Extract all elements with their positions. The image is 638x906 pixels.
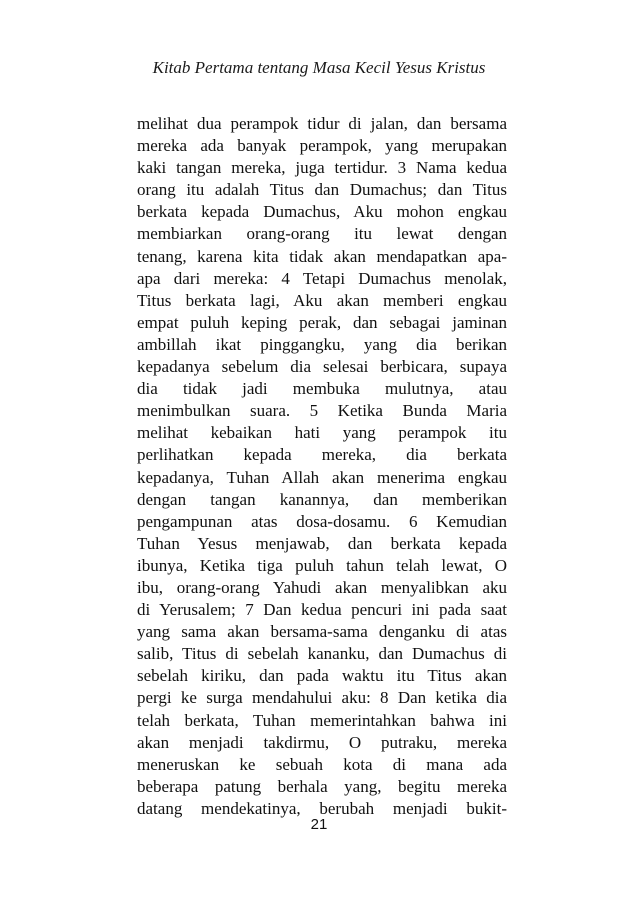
text-line: melihat dua perampok tidur di jalan, dan bersama [137, 114, 507, 133]
text-line: beberapa patung berhala yang, begitu mereka [137, 776, 507, 796]
text-line: dengan tangan kanannya, dan memberikan [137, 489, 507, 509]
text-line: dia tidak jadi membuka mulutnya, atau [137, 379, 507, 399]
text-line: Titus berkata lagi, Aku akan memberi engkau [137, 290, 507, 310]
text-line: salib, Titus di sebelah kananku, dan Dumachus di [137, 644, 507, 664]
text-line: kepadanya sebelum dia selesai berbicara, supaya [137, 357, 507, 377]
text-line: akan menjadi takdirmu, O putraku, mereka [137, 732, 507, 752]
text-line: melihat kebaikan hati yang perampok itu [137, 423, 507, 443]
text-line: telah berkata, Tuhan memerintahkan bahwa ini [137, 710, 507, 730]
text-line: Tuhan Yesus menjawab, dan berkata kepada [137, 533, 507, 553]
text-line: membiarkan orang-orang itu lewat dengan [137, 224, 507, 244]
text-line: perlihatkan kepada mereka, dia berkata [137, 445, 507, 465]
text-line: mereka ada banyak perampok, yang merupakan [137, 136, 507, 156]
running-header: Kitab Pertama tentang Masa Kecil Yesus Kristus [152, 58, 486, 77]
text-line: di Yerusalem; 7 Dan kedua pencuri ini pada saat [137, 600, 507, 620]
text-line: tenang, karena kita tidak akan mendapatkan apa- [137, 246, 507, 266]
text-line: ambillah ikat pinggangku, yang dia berikan [137, 334, 507, 354]
text-line: pergi ke surga mendahului aku: 8 Dan ketika dia [137, 688, 507, 708]
text-line: berkata kepada Dumachus, Aku mohon engkau [137, 202, 507, 222]
text-line: meneruskan ke sebuah kota di mana ada [137, 754, 507, 774]
text-line: yang sama akan bersama-sama denganku di atas [137, 622, 507, 642]
page-number: 21 [310, 816, 328, 833]
text-line: kepadanya, Tuhan Allah akan menerima engkau [137, 467, 507, 487]
body-text [137, 113, 507, 820]
text-line: ibunya, Ketika tiga puluh tahun telah lewat, O [137, 555, 507, 575]
text-line: pengampunan atas dosa-dosamu. 6 Kemudian [137, 511, 507, 531]
text-line: menimbulkan suara. 5 Ketika Bunda Maria [137, 401, 507, 421]
text-line: orang itu adalah Titus dan Dumachus; dan Titus [137, 180, 507, 200]
text-line: datang mendekatinya, berubah menjadi bukit- [137, 798, 507, 818]
text-line: sebelah kiriku, dan pada waktu itu Titus akan [137, 666, 507, 686]
text-line: empat puluh keping perak, dan sebagai jaminan [137, 312, 507, 332]
text-line: ibu, orang-orang Yahudi akan menyalibkan aku [137, 577, 507, 597]
text-line: kaki tangan mereka, juga tertidur. 3 Nama kedua [137, 158, 507, 178]
text-line: apa dari mereka: 4 Tetapi Dumachus menolak, [137, 268, 507, 288]
